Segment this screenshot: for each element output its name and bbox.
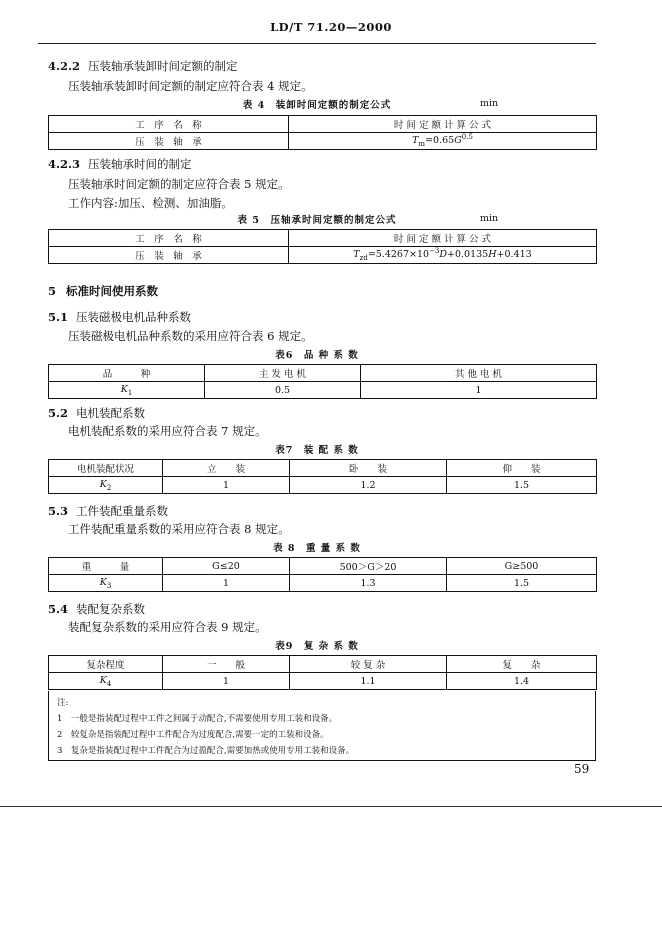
- table-header-cell: 工 序 名 称: [49, 230, 289, 247]
- section-title: 压装轴承装卸时间定额的制定: [88, 59, 238, 73]
- table-header-cell: 立 装: [163, 460, 290, 477]
- note-item: 3 复杂是指装配过程中工件配合为过盈配合,需要加热或使用专用工装和设备。: [57, 746, 355, 756]
- table-row: [49, 247, 597, 264]
- table-9-caption: 表9 复 杂 系 数: [275, 641, 359, 652]
- section-number: 5.2: [48, 406, 69, 420]
- table-cell: 1.1: [290, 673, 447, 690]
- section-title: 压装磁极电机品种系数: [76, 310, 192, 324]
- table-8-caption: 表 8 重 量 系 数: [273, 543, 361, 554]
- coefficient-cell: $K_3$: [49, 575, 163, 592]
- table-header-cell: 较 复 杂: [290, 656, 447, 673]
- note-item: 2 较复杂是指装配过程中工件配合为过度配合,需要一定的工装和设备。: [57, 730, 329, 740]
- table-cell: 1.4: [447, 673, 597, 690]
- table-row: [49, 477, 597, 494]
- coefficient-cell: $K_1$: [49, 382, 205, 399]
- section-5-4-heading: [48, 601, 145, 617]
- section-number: 5.1: [48, 310, 69, 324]
- table-cell: 压 装 轴 承: [49, 247, 289, 264]
- section-number: 5.3: [48, 504, 69, 518]
- formula-cell: $T_{zd}=5.4267\times 10^{-3}D+0.0135H+0.413$: [289, 247, 597, 264]
- section-title: 工件装配重量系数: [76, 504, 169, 518]
- section-title: 电机装配系数: [76, 406, 146, 420]
- section-5-heading: [48, 283, 158, 299]
- table-cell: 1: [163, 673, 290, 690]
- table-cell: 1.2: [290, 477, 447, 494]
- table-header-cell: 时 间 定 额 计 算 公 式: [289, 230, 597, 247]
- section-4-2-2-heading: [48, 58, 238, 74]
- table-4-caption: 表 4 装卸时间定额的制定公式: [242, 100, 392, 111]
- coefficient-cell: $K_4$: [49, 673, 163, 690]
- section-5-3-heading: [48, 503, 168, 519]
- section-5-2-heading: [48, 405, 145, 421]
- table-header-row: [49, 230, 597, 247]
- table-9: [48, 655, 597, 690]
- table-5-caption: 表 5 压轴承时间定额的制定公式: [237, 215, 397, 226]
- note-item: 1 一般是指装配过程中工件之间属于动配合,不需要使用专用工装和设备。: [57, 714, 338, 724]
- table-7: [48, 459, 597, 494]
- notes-title: 注:: [57, 698, 69, 708]
- table-header-cell: 主 发 电 机: [205, 365, 361, 382]
- table-header-cell: G≤20: [163, 558, 290, 575]
- table-header-cell: 其 他 电 机: [361, 365, 597, 382]
- section-5-3-text: 工件装配重量系数的采用应符合表 8 规定。: [68, 522, 290, 536]
- table-header-row: [49, 460, 597, 477]
- section-4-2-3-heading: [48, 156, 192, 172]
- section-4-2-3-text: 压装轴承时间定额的制定应符合表 5 规定。: [68, 177, 290, 191]
- table-header-cell: 仰 装: [447, 460, 597, 477]
- section-number: 5: [48, 284, 57, 298]
- table-header-row: [49, 116, 597, 133]
- table-6: [48, 364, 597, 399]
- section-4-2-2-text: 压装轴承装卸时间定额的制定应符合表 4 规定。: [68, 79, 313, 93]
- table-header-cell: 卧 装: [290, 460, 447, 477]
- table-row: [49, 575, 597, 592]
- table-header-cell: 品 种: [49, 365, 205, 382]
- table-header-cell: 500＞G＞20: [290, 558, 447, 575]
- table-header-cell: 复杂程度: [49, 656, 163, 673]
- table-cell: 0.5: [205, 382, 361, 399]
- formula-cell: $T_m=0.65G^{0.5}$: [289, 133, 597, 150]
- header-rule: [38, 43, 596, 44]
- table-header-row: [49, 656, 597, 673]
- table-cell: 1: [163, 575, 290, 592]
- table-header-row: [49, 365, 597, 382]
- table-cell: 1.5: [447, 575, 597, 592]
- section-5-4-text: 装配复杂系数的采用应符合表 9 规定。: [68, 620, 267, 634]
- table-4: [48, 115, 597, 150]
- section-title: 装配复杂系数: [76, 602, 146, 616]
- table-header-cell: 重 量: [49, 558, 163, 575]
- table-header-cell: 工 序 名 称: [49, 116, 289, 133]
- table-5-unit: min: [480, 213, 499, 224]
- table-9-notes: [48, 691, 596, 761]
- section-title: 压装轴承时间的制定: [88, 157, 192, 171]
- table-cell: 压 装 轴 承: [49, 133, 289, 150]
- coefficient-cell: $K_2$: [49, 477, 163, 494]
- table-row: [49, 382, 597, 399]
- section-5-1-heading: [48, 309, 191, 325]
- document-code: LD/T 71.20—2000: [270, 20, 392, 34]
- table-cell: 1: [361, 382, 597, 399]
- section-5-2-text: 电机装配系数的采用应符合表 7 规定。: [68, 424, 267, 438]
- table-7-caption: 表7 装 配 系 数: [275, 445, 359, 456]
- section-number: 4.2.3: [48, 157, 81, 171]
- table-6-caption: 表6 品 种 系 数: [275, 350, 359, 361]
- table-row: [49, 133, 597, 150]
- table-header-cell: 一 般: [163, 656, 290, 673]
- table-header-row: [49, 558, 597, 575]
- table-header-cell: 复 杂: [447, 656, 597, 673]
- table-row: [49, 673, 597, 690]
- section-title: 标准时间使用系数: [66, 284, 159, 298]
- footer-rule: [0, 806, 662, 807]
- table-header-cell: 时 间 定 额 计 算 公 式: [289, 116, 597, 133]
- table-header-cell: G≥500: [447, 558, 597, 575]
- section-5-1-text: 压装磁极电机品种系数的采用应符合表 6 规定。: [68, 329, 313, 343]
- table-8: [48, 557, 597, 592]
- table-cell: 1.3: [290, 575, 447, 592]
- table-4-unit: min: [480, 98, 499, 109]
- page-number: 59: [574, 762, 590, 776]
- section-number: 4.2.2: [48, 59, 81, 73]
- work-content: 工作内容:加压、检测、加油脂。: [68, 196, 233, 210]
- table-cell: 1.5: [447, 477, 597, 494]
- section-number: 5.4: [48, 602, 69, 616]
- table-5: [48, 229, 597, 264]
- table-cell: 1: [163, 477, 290, 494]
- table-header-cell: 电机装配状况: [49, 460, 163, 477]
